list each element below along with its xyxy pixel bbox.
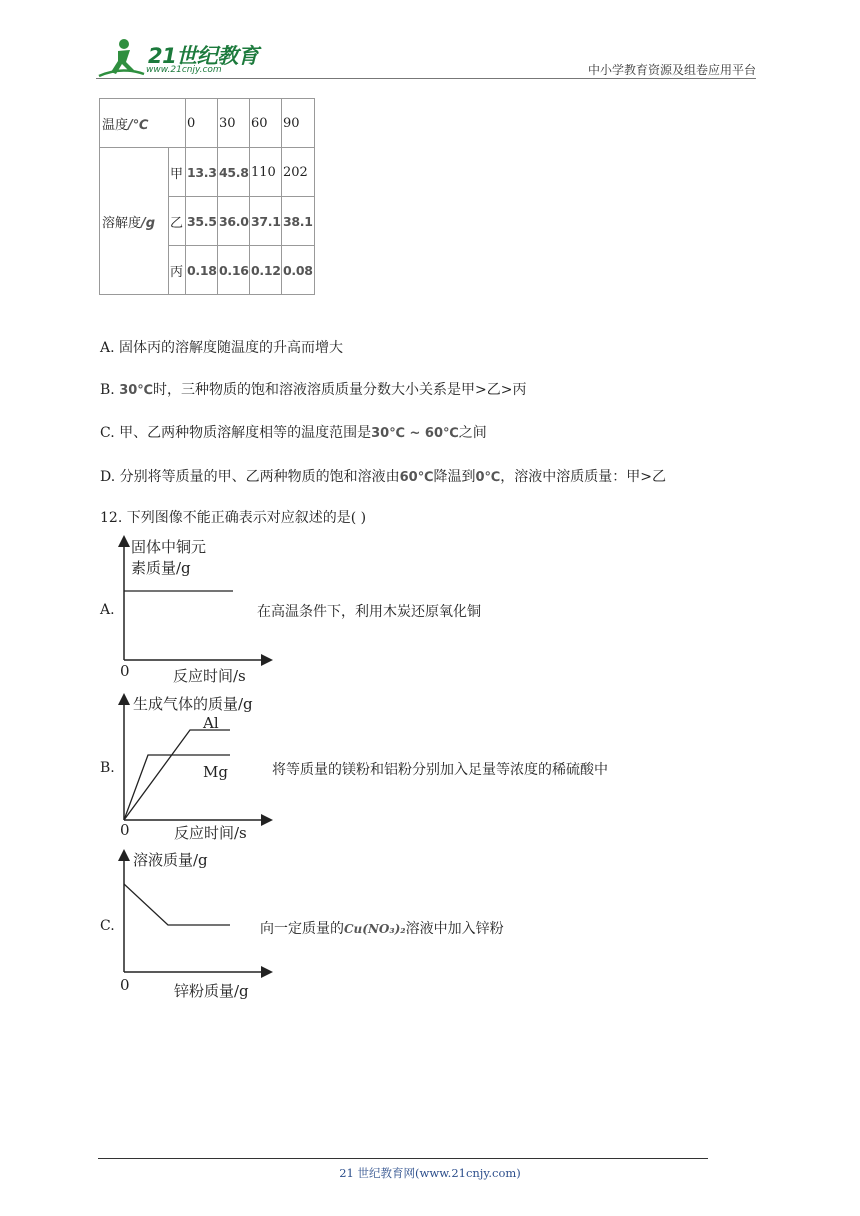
solubility-value: 36.0	[218, 197, 250, 246]
option-d	[100, 466, 666, 486]
graph-c-x-label: 锌粉质量/g	[174, 982, 249, 1000]
solubility-value: 202	[282, 148, 315, 197]
graph-b-origin: 0	[120, 821, 130, 839]
solubility-value: 37.1	[250, 197, 282, 246]
temp-value: 0	[186, 99, 218, 148]
substance-name: 丙	[169, 246, 186, 295]
option-d-math-2: 0℃	[475, 470, 501, 485]
temp-value: 90	[282, 99, 315, 148]
option-c-prefix: C. 甲、乙两种物质溶解度相等的温度范围是	[100, 425, 372, 441]
graph-c-desc-chem: Cu(NO₃)₂	[344, 922, 406, 936]
solubility-label: 溶解度	[102, 215, 142, 231]
graph-a-letter: A.	[100, 602, 115, 618]
option-b-math: 30℃	[119, 383, 154, 398]
graph-a-description: 在高温条件下，利用木炭还原氧化铜	[257, 604, 481, 620]
graph-a-y-label-1: 固体中铜元	[131, 538, 207, 556]
graph-b-mg-label: Mg	[203, 763, 228, 781]
graph-a-x-label: 反应时间/s	[173, 667, 246, 685]
option-d-math-1: 60℃	[399, 470, 434, 485]
table-row	[100, 99, 315, 148]
footer-text: 21 世纪教育网(www.21cnjy.com)	[339, 1166, 521, 1180]
graph-b-description: 将等质量的镁粉和铝粉分别加入足量等浓度的稀硫酸中	[272, 762, 608, 778]
solubility-value: 0.12	[250, 246, 282, 295]
graph-c-desc-suffix: 溶液中加入锌粉	[405, 921, 504, 937]
option-b-prefix: B.	[100, 382, 120, 398]
graph-c-letter: C.	[100, 918, 115, 934]
option-d-mid: 降温到	[433, 469, 476, 485]
solubility-header-cell	[100, 148, 169, 295]
solubility-value: 0.16	[218, 246, 250, 295]
graph-b-y-label: 生成气体的质量/g	[133, 695, 253, 713]
table-row	[100, 148, 315, 197]
graph-a-origin: 0	[120, 662, 130, 680]
logo-url: www.21cnjy.com	[146, 65, 222, 75]
solubility-unit: /g	[141, 215, 156, 231]
substance-name: 甲	[169, 148, 186, 197]
solubility-table	[99, 98, 315, 295]
option-a: A. 固体丙的溶解度随温度的升高而增大	[100, 340, 344, 356]
logo-text: 21世纪教育	[148, 44, 259, 68]
temp-value: 60	[250, 99, 282, 148]
option-d-prefix: D. 分别将等质量的甲、乙两种物质的饱和溶液由	[100, 469, 400, 485]
graph-b-al-label: Al	[203, 714, 219, 732]
temp-value: 30	[218, 99, 250, 148]
solubility-value: 110	[250, 148, 282, 197]
question-12-title: 12. 下列图像不能正确表示对应叙述的是( )	[100, 510, 367, 526]
graph-c-curve	[124, 884, 230, 925]
temp-unit: /℃	[128, 117, 149, 133]
footer-divider	[98, 1158, 708, 1159]
graph-c-desc-prefix: 向一定质量的	[260, 921, 344, 937]
solubility-value: 45.8	[218, 148, 250, 197]
graph-a-y-label-2: 素质量/g	[131, 559, 191, 577]
option-c-math: 30℃ ~ 60℃	[371, 426, 459, 441]
temp-header-cell	[100, 99, 186, 148]
option-c-text: 之间	[458, 425, 487, 441]
graph-b-letter: B.	[100, 760, 115, 776]
solubility-value: 35.5	[186, 197, 218, 246]
graph-c-y-label: 溶液质量/g	[133, 851, 208, 869]
option-d-text: ，溶液中溶质质量：甲>乙	[500, 469, 666, 485]
graph-b-x-label: 反应时间/s	[174, 824, 247, 842]
header-platform-text: 中小学教育资源及组卷应用平台	[587, 63, 756, 77]
solubility-value: 13.3	[186, 148, 218, 197]
temp-label: 温度	[102, 117, 129, 133]
solubility-value: 38.1	[282, 197, 315, 246]
solubility-value: 0.08	[282, 246, 315, 295]
header-divider	[96, 78, 756, 79]
logo-icon	[96, 36, 146, 82]
option-b-text: 时，三种物质的饱和溶液溶质质量分数大小关系是甲>乙>丙	[153, 382, 527, 398]
graph-c-origin: 0	[120, 976, 130, 994]
graph-c-description	[260, 918, 504, 938]
solubility-value: 0.18	[186, 246, 218, 295]
option-b	[100, 379, 527, 399]
option-c	[100, 422, 487, 442]
substance-name: 乙	[169, 197, 186, 246]
